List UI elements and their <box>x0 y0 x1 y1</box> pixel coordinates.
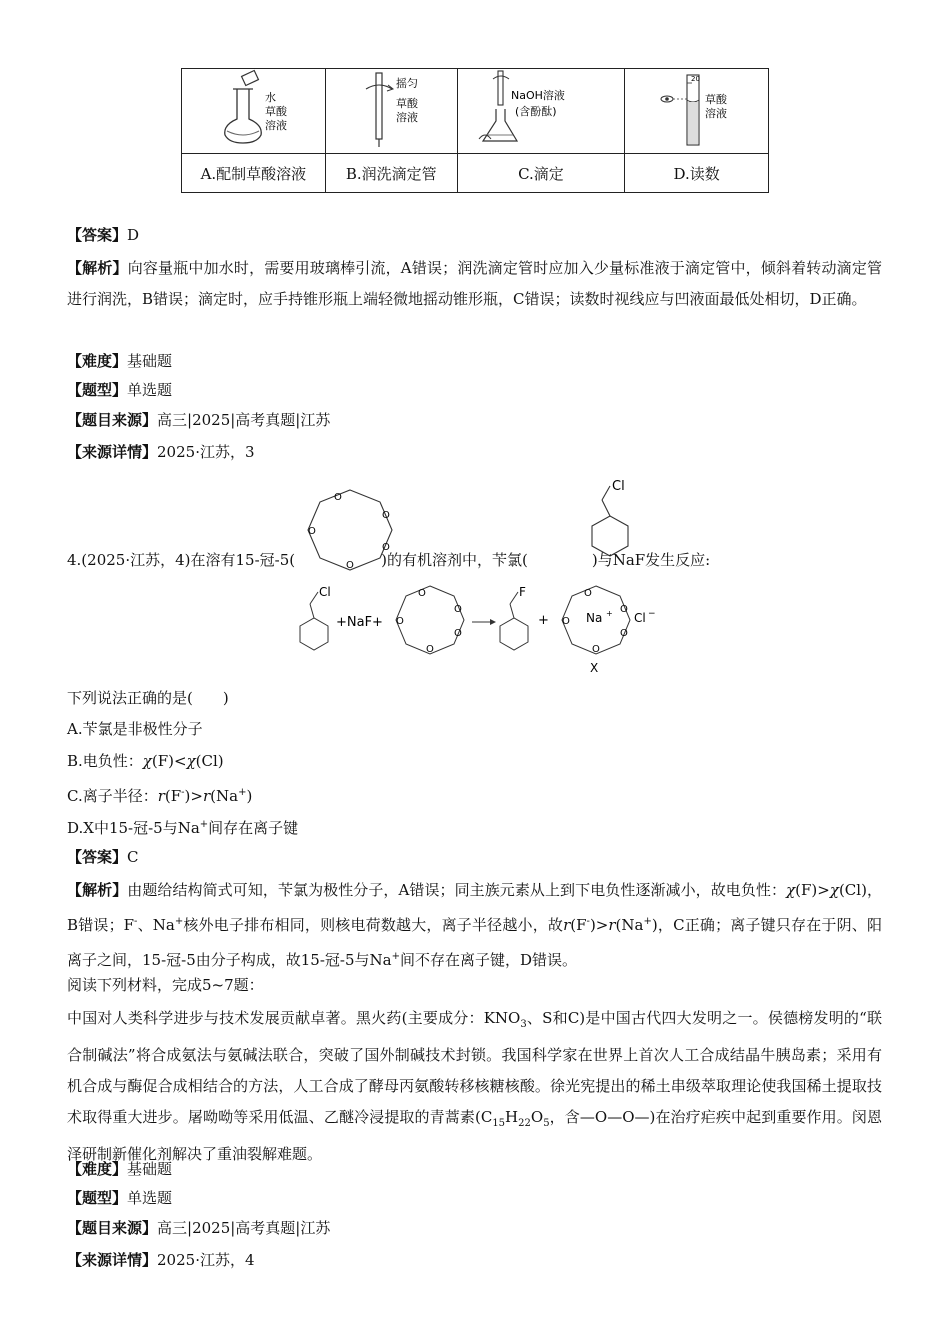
option-c: C.离子半径：r(F-)>r(Na+) <box>67 787 253 805</box>
svg-text:X: X <box>590 661 599 675</box>
material-intro: 阅读下列材料，完成5~7题： <box>67 976 264 994</box>
reaction-scheme <box>290 578 670 678</box>
q4-answer: 【答案】C <box>67 848 139 866</box>
label-oxalic: 草酸 <box>704 93 727 106</box>
apparatus-cell-a <box>182 69 326 154</box>
label-solution: 溶液 <box>265 119 288 132</box>
svg-text:+NaF+: +NaF+ <box>336 615 383 630</box>
option-b: B.电负性：χ(F)<χ(Cl) <box>67 752 224 770</box>
svg-text:O: O <box>346 560 354 571</box>
svg-text:O: O <box>584 588 592 599</box>
svg-text:O: O <box>454 604 462 615</box>
svg-text:O: O <box>426 644 434 655</box>
q3-analysis: 【解析】向容量瓶中加水时，需要用玻璃棒引流，A错误；润洗滴定管时应加入少量标准液于滴定管中，倾斜着转动滴定管进行润洗，B错误；滴定时，应手持锥形瓶上端轻微地摇动锥形瓶，C错误；读数时视线应与凹液面最低处相切，D正确。 <box>67 259 882 308</box>
q3-answer: 【答案】D <box>67 226 140 244</box>
label-solution: 溶液 <box>396 111 419 124</box>
option-a: A.苄氯是非极性分子 <box>67 720 203 738</box>
caption-b: B.润洗滴定管 <box>325 154 457 193</box>
material-text: 中国对人类科学进步与技术发展贡献卓著。黑火药(主要成分：$KNO_3$、S和C)是中国古代四大发明之一。侯德榜发明的“联合制碱法”将合成氨法与氨碱法联合，突破了国外制碱技术封锁。我国科学家在世界上首次人工合成结晶牛胰岛素；采用有机合成与酶促合成相结合的方法，人工合成了酵母丙氨酸转移核糖核酸。徐光宪提出的稀土串级萃取理论使我国稀土提取技术取得重大进步。屠呦呦等采用低温、乙醚冷浸提取的青蒿素($C_{15}H_{22}O_5$，含—O—O—)在治疗疟疾中起到重要作用。闵恩泽研制新催化剂解决了重油裂解难题。 <box>67 1009 883 1163</box>
q4-source: 【题目来源】高三|2025|高考真题|江苏 <box>67 1219 331 1237</box>
q3-difficulty: 【难度】基础题 <box>67 352 173 370</box>
apparatus-cell-d <box>625 69 769 154</box>
burette-rinse-figure <box>336 69 446 149</box>
svg-text:O: O <box>454 628 462 639</box>
svg-text:Cl: Cl <box>319 585 331 599</box>
label-shake: 摇匀 <box>396 77 419 90</box>
apparatus-cell-c <box>457 69 625 154</box>
label-oxalic: 草酸 <box>265 105 288 118</box>
apparatus-cell-b <box>325 69 457 154</box>
label-oxalic: 草酸 <box>396 97 419 110</box>
svg-text:Na: Na <box>586 611 603 625</box>
q4-difficulty: 【难度】基础题 <box>67 1160 173 1178</box>
q3-type: 【题型】单选题 <box>67 381 173 399</box>
tick-20: 20 <box>690 75 700 83</box>
svg-text:−: − <box>648 609 656 619</box>
caption-c: C.滴定 <box>457 154 625 193</box>
svg-text:Cl: Cl <box>612 479 625 494</box>
apparatus-table <box>181 68 769 193</box>
svg-text:O: O <box>382 542 390 553</box>
caption-a: A.配制草酸溶液 <box>182 154 326 193</box>
svg-text:O: O <box>396 616 404 627</box>
q4-source-detail: 【来源详情】2025·江苏，4 <box>67 1251 255 1269</box>
q4-stem: 4.(2025·江苏，4)在溶有15-冠-5( )的有机溶剂中，苄氯( )与NaF发生反应: <box>67 551 711 569</box>
svg-text:+: + <box>538 613 549 628</box>
q3-source-detail: 【来源详情】2025·江苏，3 <box>67 443 255 461</box>
q4-analysis: 【解析】由题给结构简式可知，苄氯为极性分子，A错误；同主族元素从上到下电负性逐渐减小，故电负性：χ(F)>χ(Cl)，B错误；F-、Na+核外电子排布相同，则核电荷数越大，离子半径越小，故r(F-)>r(Na+)，C正确；离子键只存在于阴、阳离子之间，15-冠-5由分子构成，故15-冠-5与Na+间不存在离子键，D错误。 <box>67 881 882 969</box>
svg-text:Cl: Cl <box>634 611 646 625</box>
q4-type: 【题型】单选题 <box>67 1189 173 1207</box>
q3-source: 【题目来源】高三|2025|高考真题|江苏 <box>67 411 331 429</box>
label-phenolphthalein: (含酚酞) <box>514 105 557 118</box>
titration-figure <box>471 69 611 149</box>
svg-text:O: O <box>308 526 316 537</box>
svg-text:O: O <box>620 628 628 639</box>
svg-text:O: O <box>562 616 570 627</box>
reading-figure <box>637 69 757 149</box>
caption-d: D.读数 <box>625 154 769 193</box>
svg-text:+: + <box>606 609 613 618</box>
label-solution: 溶液 <box>704 107 727 120</box>
svg-text:F: F <box>519 585 526 599</box>
svg-text:O: O <box>620 604 628 615</box>
svg-text:O: O <box>418 588 426 599</box>
label-water: 水 <box>265 91 277 104</box>
svg-text:O: O <box>334 492 342 503</box>
q4-prompt: 下列说法正确的是( ) <box>67 689 229 707</box>
volumetric-flask-figure <box>193 69 313 149</box>
label-naoh: NaOH溶液 <box>510 89 565 102</box>
svg-text:O: O <box>592 644 600 655</box>
svg-text:O: O <box>382 510 390 521</box>
option-d: D.X中15-冠-5与Na+间存在离子键 <box>67 819 299 837</box>
